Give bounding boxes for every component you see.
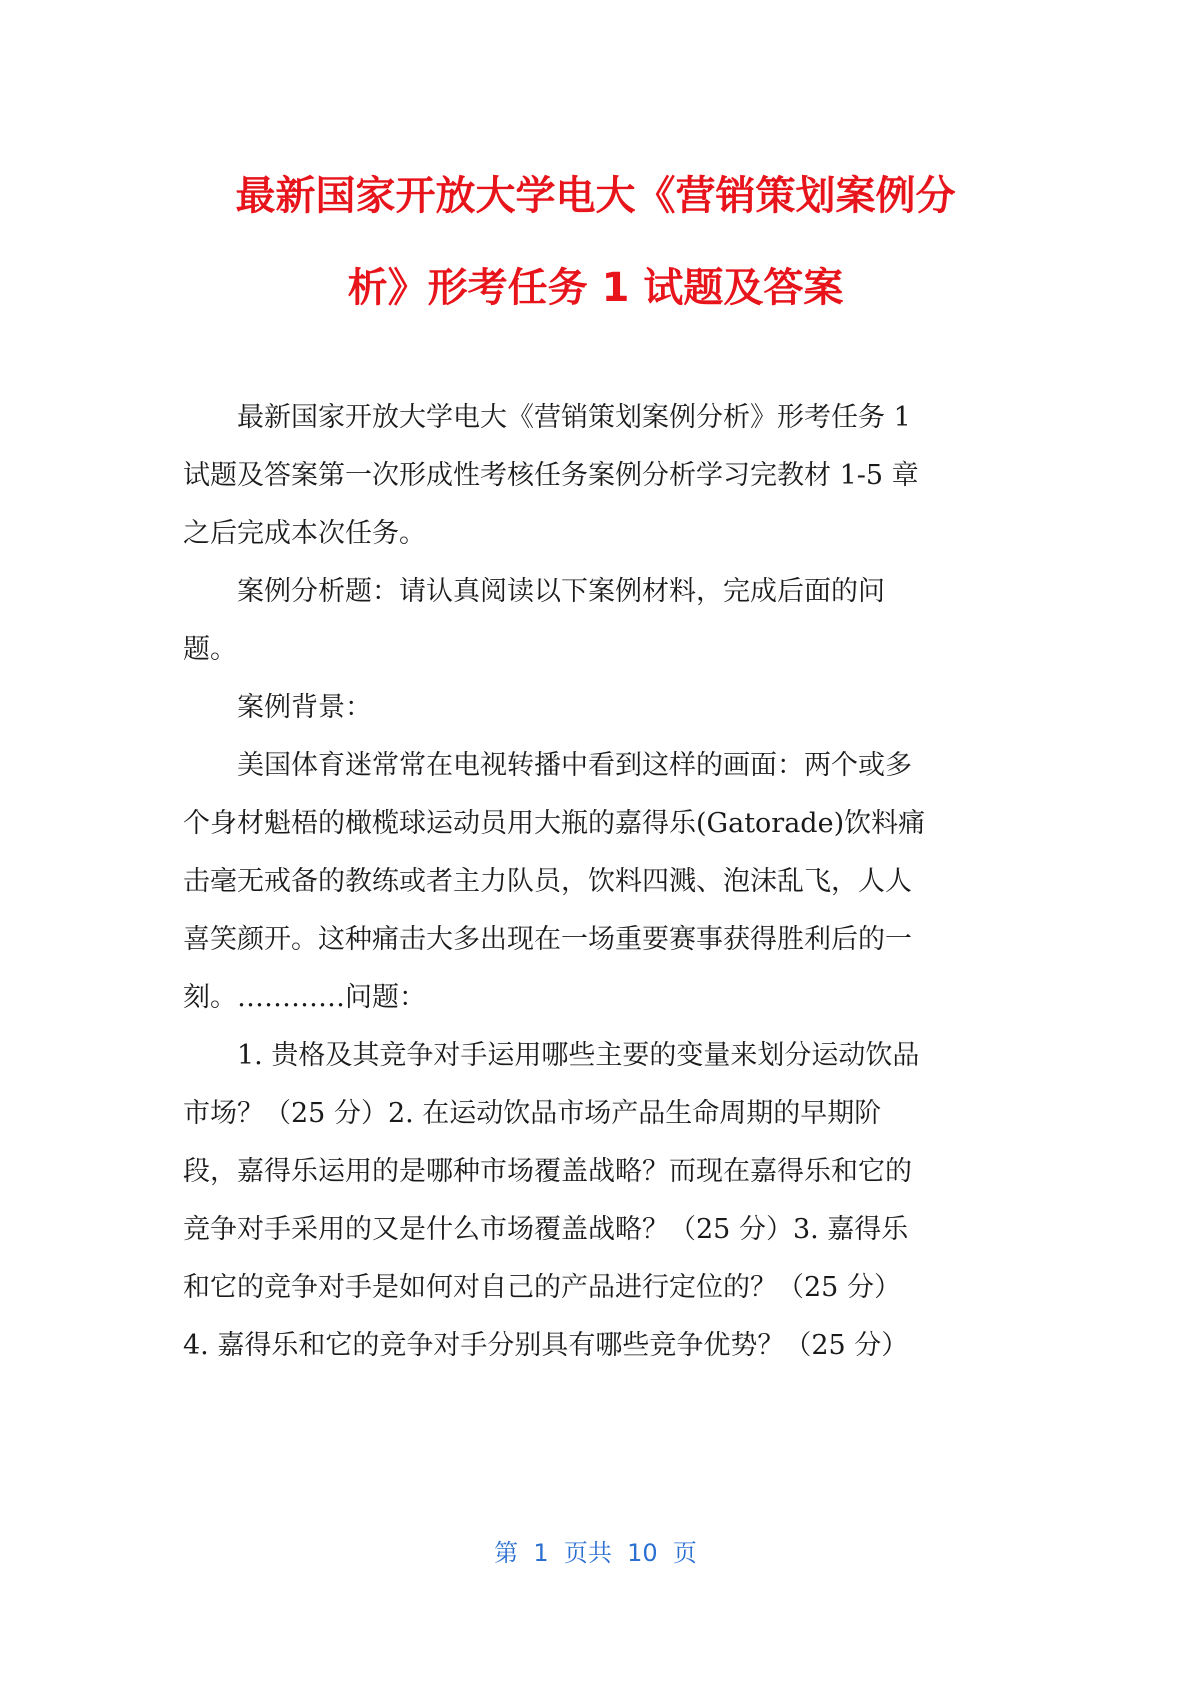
body-line-3: 之后完成本次任务。 [183,518,426,549]
body-line-16: 和它的竞争对手是如何对自己的产品进行定位的？（25 分） [183,1272,901,1303]
body-line-6: 案例背景： [183,692,372,723]
body-line-1: 最新国家开放大学电大《营销策划案例分析》形考任务 1 [183,402,911,433]
body-line-7: 美国体育迷常常在电视转播中看到这样的画面：两个或多 [183,750,912,781]
body-line-17: 4. 嘉得乐和它的竞争对手分别具有哪些竞争优势？（25 分） [183,1330,909,1361]
body-line-5: 题。 [183,634,237,665]
body-line-9: 击毫无戒备的教练或者主力队员，饮料四溅、泡沫乱飞，人人 [183,866,912,897]
body-line-8: 个身材魁梧的橄榄球运动员用大瓶的嘉得乐(Gatorade)饮料痛 [183,808,926,839]
page-number: 第 1 页共 10 页 [494,1539,697,1567]
body-line-2: 试题及答案第一次形成性考核任务案例分析学习完教材 1-5 章 [183,460,919,491]
body-line-4: 案例分析题：请认真阅读以下案例材料，完成后面的问 [183,576,885,607]
body-line-15: 竞争对手采用的又是什么市场覆盖战略？（25 分）3. 嘉得乐 [183,1214,909,1245]
body-line-13: 市场？（25 分）2. 在运动饮品市场产品生命周期的早期阶 [183,1098,882,1129]
body-line-10: 喜笑颜开。这种痛击大多出现在一场重要赛事获得胜利后的一 [183,924,912,955]
body-line-11: 刻。…………问题： [183,982,426,1013]
document-title-line-2: 析》形考任务 1 试题及答案 [347,265,844,311]
body-line-14: 段，嘉得乐运用的是哪种市场覆盖战略？而现在嘉得乐和它的 [183,1156,912,1187]
document-title-line-1: 最新国家开放大学电大《营销策划案例分 [235,173,956,219]
body-line-12: 1. 贵格及其竞争对手运用哪些主要的变量来划分运动饮品 [183,1040,920,1071]
